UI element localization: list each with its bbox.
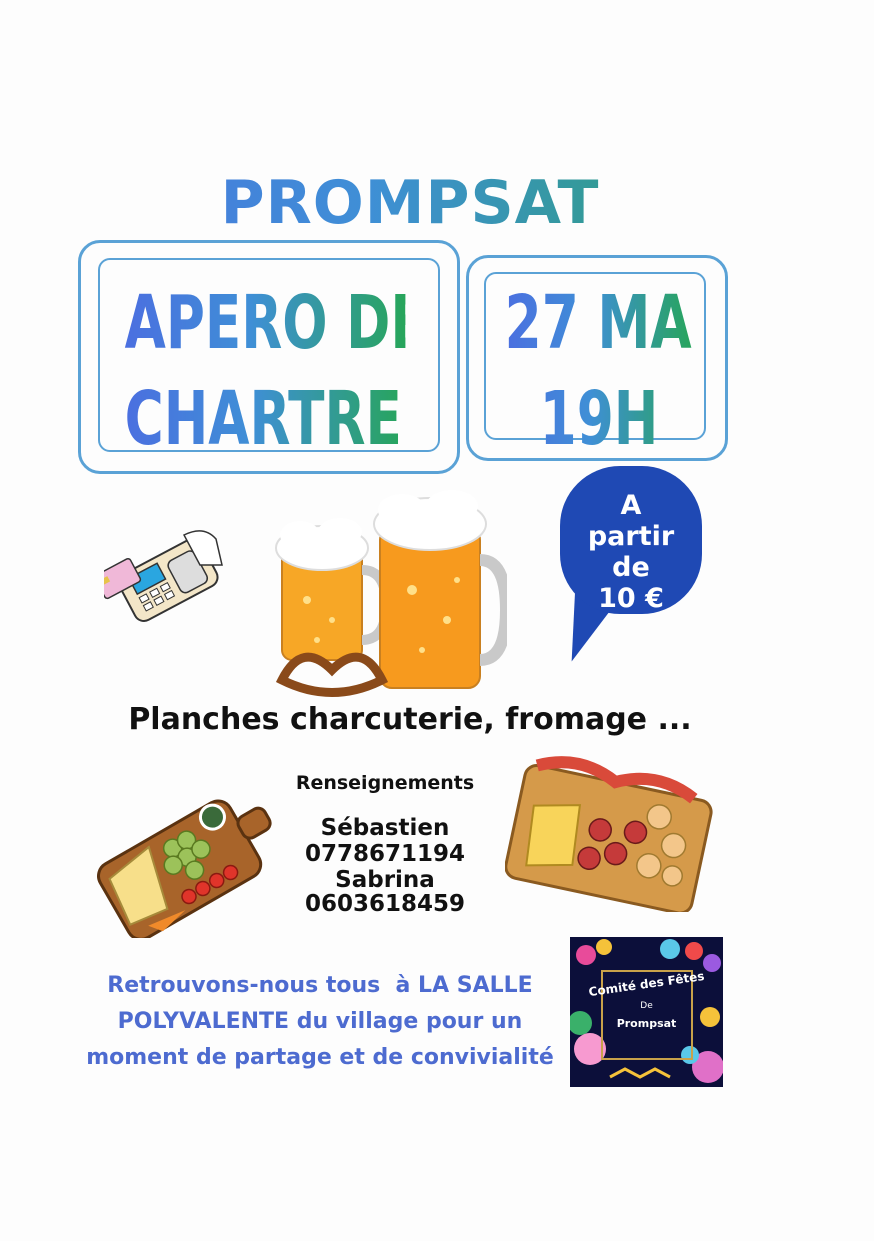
page-title: PROMPSAT bbox=[0, 168, 820, 238]
committee-logo bbox=[570, 937, 723, 1087]
venue-line2: POLYVALENTE du village pour un bbox=[117, 1009, 523, 1034]
card-terminal-icon bbox=[104, 525, 229, 625]
logo-line2: De bbox=[640, 1001, 653, 1011]
logo-line3: Prompsat bbox=[616, 1017, 677, 1030]
price-line4: 10 € bbox=[598, 583, 664, 614]
contact1-phone: 0778671194 bbox=[304, 841, 466, 867]
venue-line3: moment de partage et de convivialité bbox=[86, 1045, 554, 1070]
balloons-icon bbox=[570, 937, 723, 1087]
contact1-name: Sébastien bbox=[320, 815, 450, 841]
contact2-name: Sabrina bbox=[335, 867, 435, 893]
price-line3: de bbox=[612, 552, 650, 583]
beer-mugs-icon bbox=[262, 490, 507, 700]
event-time: 19H bbox=[505, 376, 694, 462]
logo-line1: Comité des Fêtes bbox=[587, 968, 706, 1000]
cheese-board-icon bbox=[92, 768, 282, 938]
event-date: 27 MARS bbox=[504, 280, 772, 366]
venue-text bbox=[60, 968, 580, 1076]
price-line2: partir bbox=[587, 521, 675, 552]
price-line1: A bbox=[620, 490, 642, 521]
event-name-line2: CHARTREUX bbox=[124, 376, 487, 462]
info-heading: Renseignements bbox=[295, 772, 475, 794]
charcuterie-board-icon bbox=[505, 752, 715, 912]
menu-text: Planches charcuterie, fromage ... bbox=[128, 702, 692, 737]
contact2-phone: 0603618459 bbox=[304, 891, 466, 917]
price-bubble-text bbox=[560, 490, 702, 614]
event-name-line1: APERO DES bbox=[124, 280, 466, 366]
venue-line1: Retrouvons-nous tous à LA SALLE bbox=[107, 973, 533, 998]
